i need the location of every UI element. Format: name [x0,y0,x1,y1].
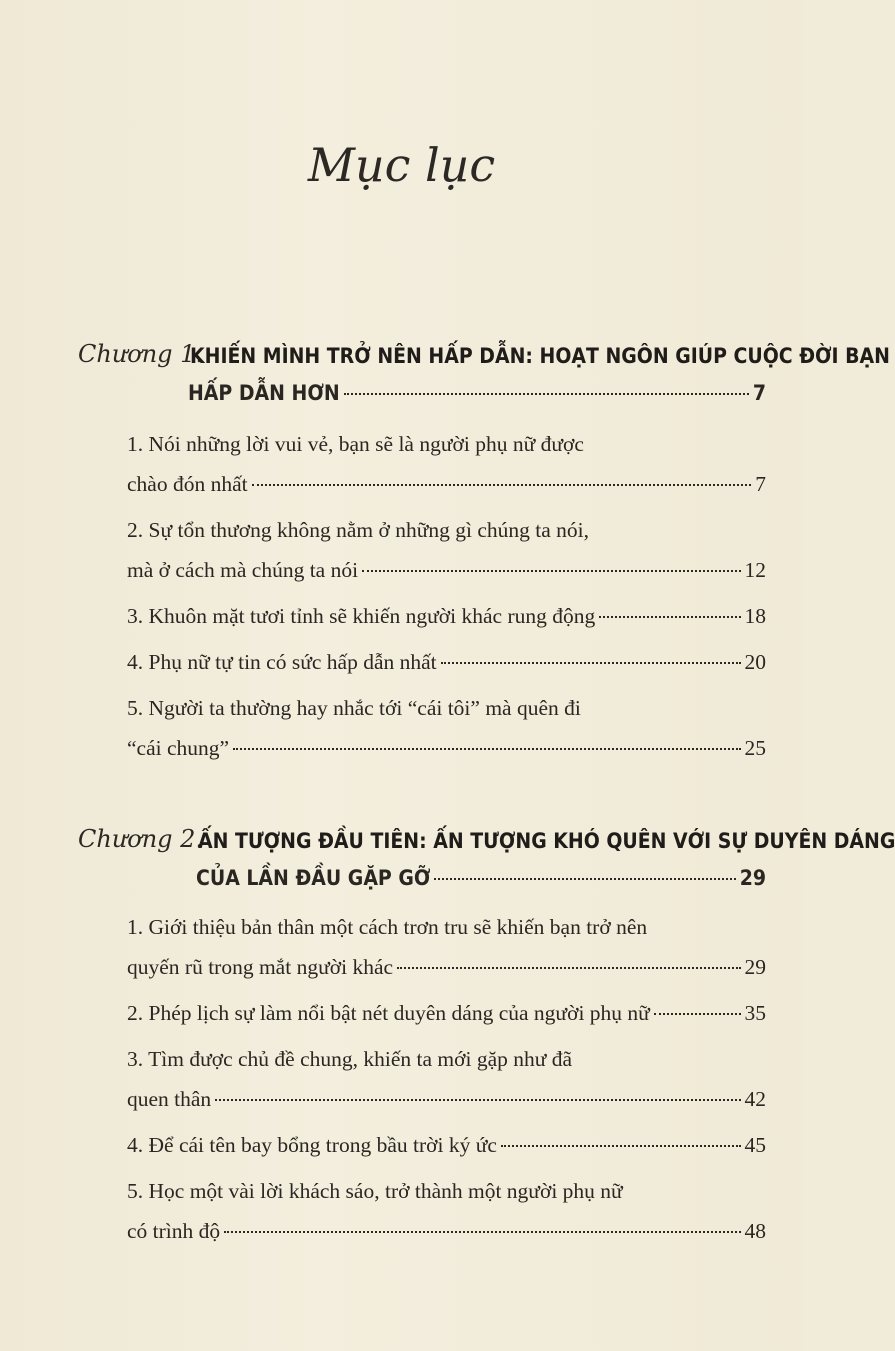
dot-leader [344,393,749,395]
toc-item-line2: mà ở cách mà chúng ta nói [127,558,359,582]
dot-leader [224,1231,740,1233]
page-number: 7 [755,472,766,496]
toc-item-line1: 4. Phụ nữ tự tin có sức hấp dẫn nhất [127,650,437,674]
toc-item-line1: 3. Khuôn mặt tươi tỉnh sẽ khiến người khác rung động [127,604,596,628]
toc-item-line2: quen thân [127,1087,212,1111]
dot-leader [397,967,740,969]
page-number: 42 [744,1087,766,1111]
dot-leader [362,570,740,572]
toc-item-line1: 2. Phép lịch sự làm nổi bật nét duyên dáng của người phụ nữ [127,1001,650,1025]
page-number: 35 [744,1001,766,1025]
page-number: 45 [744,1133,766,1157]
bleed-through-header [70,58,770,80]
toc-item [127,1087,766,1112]
toc-item [127,604,766,629]
toc-item-line1: 3. Tìm được chủ đề chung, khiến ta mới gặp như đã [127,1047,573,1071]
page-number: 7 [752,381,766,405]
dot-leader [501,1145,741,1147]
dot-leader [654,1013,741,1015]
chapter-entry [188,381,766,405]
toc-item-line1: 5. Người ta thường hay nhắc tới “cái tôi” mà quên đi [127,696,581,720]
toc-item [127,1001,766,1026]
chapter-title-line1: ẤN TƯỢNG ĐẦU TIÊN: ẤN TƯỢNG KHÓ QUÊN VỚI SỰ DUYÊN DÁNG [198,829,895,853]
dot-leader [252,484,752,486]
toc-item-line2: chào đón nhất [127,472,248,496]
toc-item [127,1219,766,1244]
chapter-label: Chương 2. [78,825,204,853]
page-number: 18 [744,604,766,628]
dot-leader [215,1099,740,1101]
toc-item-line1: 5. Học một vài lời khách sáo, trở thành một người phụ nữ [127,1179,623,1203]
page-number: 12 [744,558,766,582]
toc-item-line1: 4. Để cái tên bay bổng trong bầu trời ký ức [127,1133,497,1157]
toc-item [127,1133,766,1158]
page-number: 20 [744,650,766,674]
toc-item-line2: “cái chung” [127,736,230,760]
dot-leader [233,748,740,750]
chapter-title-line2: HẤP DẪN HƠN [188,381,340,405]
page-title: Mục lục [307,138,496,192]
chapter-entry [196,866,766,890]
chapter-title-line1: KHIẾN MÌNH TRỞ NÊN HẤP DẪN: HOẠT NGÔN GIÚP CUỘC ĐỜI BẠN [190,344,890,368]
toc-item [127,650,766,675]
toc-item-line1: 1. Nói những lời vui vẻ, bạn sẽ là người phụ nữ được [127,432,584,456]
toc-item-line2: có trình độ [127,1219,221,1243]
toc-item-line1: 1. Giới thiệu bản thân một cách trơn tru sẽ khiến bạn trở nên [127,915,648,939]
toc-item [127,736,766,761]
toc-item [127,955,766,980]
chapter-title-line2: CỦA LẦN ĐẦU GẶP GỠ [196,866,431,890]
dot-leader [441,662,741,664]
page-number: 25 [744,736,766,760]
toc-item [127,472,766,497]
chapter-label: Chương 1. [78,340,204,368]
toc-item-line1: 2. Sự tổn thương không nằm ở những gì chúng ta nói, [127,518,589,542]
page-number: 48 [744,1219,766,1243]
dot-leader [434,878,735,880]
page-number: 29 [739,866,766,890]
toc-item [127,558,766,583]
page-number: 29 [744,955,766,979]
toc-item-line2: quyến rũ trong mắt người khác [127,955,394,979]
dot-leader [599,616,740,618]
